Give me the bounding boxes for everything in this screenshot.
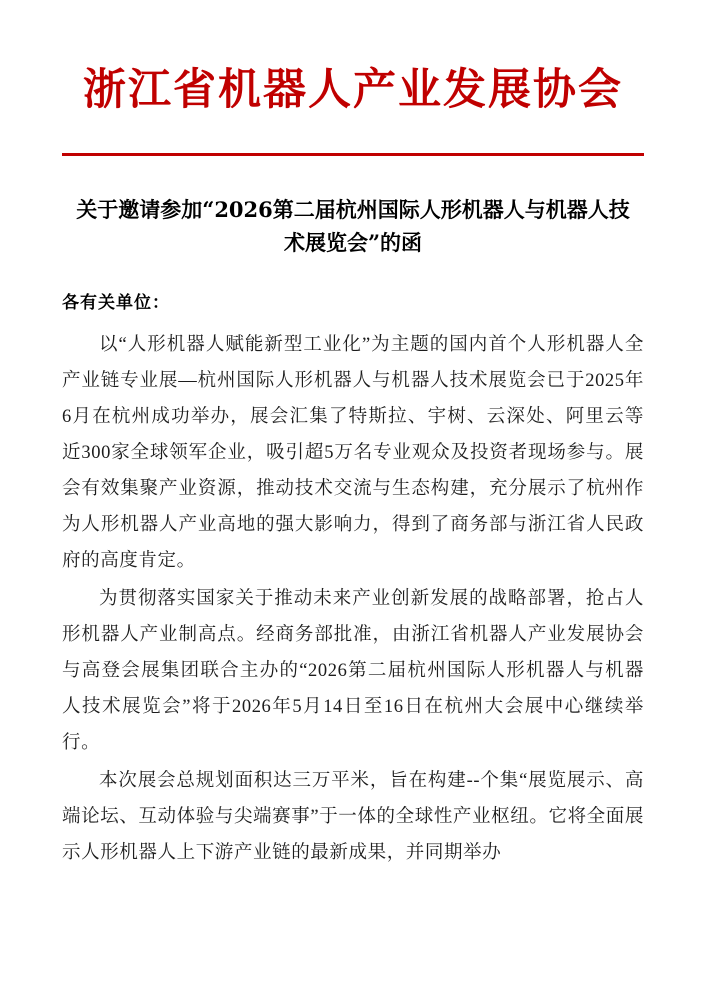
page-title: 关于邀请参加“2026第二届杭州国际人形机器人与机器人技术展览会”的函 xyxy=(76,197,630,255)
letterhead-divider xyxy=(62,153,644,156)
salutation: 各有关单位： xyxy=(62,292,170,313)
organization-name: 浙江省机器人产业发展协会 xyxy=(83,65,623,115)
body-text xyxy=(62,327,644,872)
paragraph: 以“人形机器人赋能新型工业化”为主题的国内首个人形机器人全产业链专业展—杭州国际人形机器人与机器人技术展览会已于2025年6月在杭州成功举办，展会汇集了特斯拉、宇树、云深处、阿里云等近300家全球领军企业，吸引超5万名专业观众及投资者现场参与。展会有效集聚产业资源，推动技术交流与生态构建，充分展示了杭州作为人形机器人产业高地的强大影响力，得到了商务部与浙江省人民政府的高度肯定。 xyxy=(62,334,644,571)
paragraph: 为贯彻落实国家关于推动未来产业创新发展的战略部署，抢占人形机器人产业制高点。经商务部批准，由浙江省机器人产业发展协会与高登会展集团联合主办的“2026第二届杭州国际人形机器人与机器人技术展览会”将于2026年5月14日至16日在杭州大会展中心继续举行。 xyxy=(62,588,644,754)
letterhead xyxy=(62,0,644,156)
paragraph: 本次展会总规划面积达三万平米，旨在构建--个集“展览展示、高端论坛、互动体验与尖端赛事”于一体的全球性产业枢纽。它将全面展示人形机器人上下游产业链的最新成果，并同期举办 xyxy=(62,771,644,864)
